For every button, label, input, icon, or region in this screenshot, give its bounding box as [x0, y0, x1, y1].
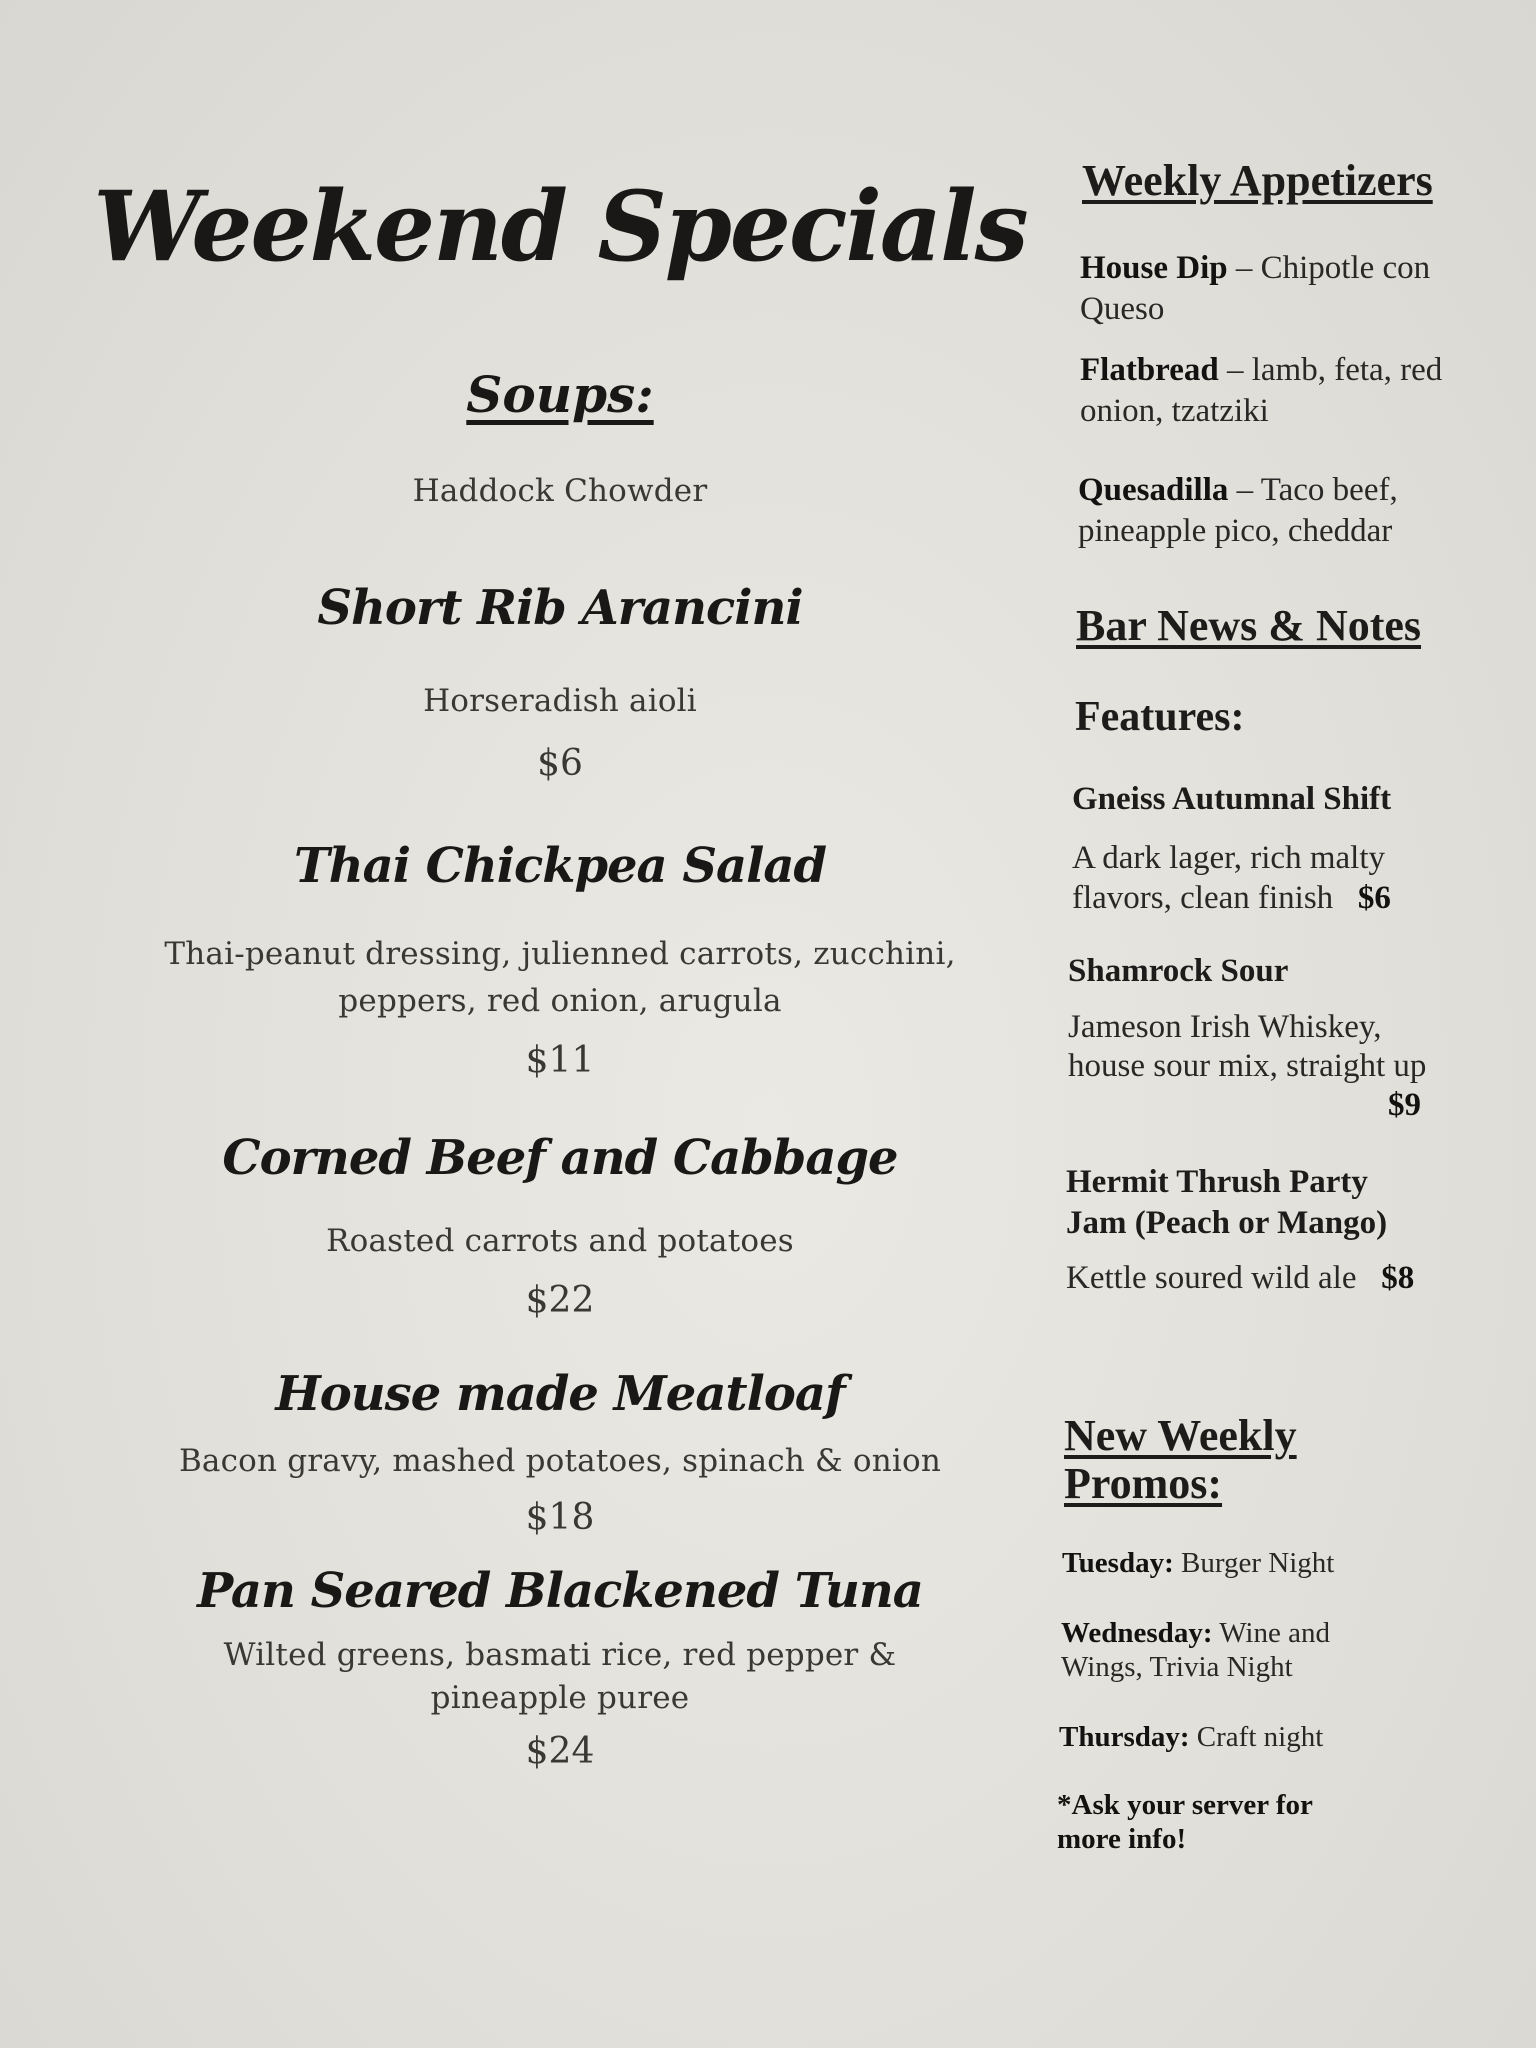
appetizer-desc: pineapple pico, cheddar: [1078, 513, 1393, 549]
promo-day: Wednesday:: [1061, 1617, 1213, 1649]
promo-desc: Wine and: [1219, 1617, 1330, 1649]
promos-heading: [1064, 1412, 1297, 1508]
dish-description: Roasted carrots and potatoes: [326, 1223, 794, 1259]
feature-desc: Jameson Irish Whiskey,: [1068, 1009, 1382, 1045]
appetizer-separator: –: [1228, 472, 1261, 508]
dish-description: Horseradish aioli: [423, 683, 697, 719]
appetizer-separator: –: [1218, 352, 1252, 388]
features-heading: Features:: [1075, 694, 1245, 740]
dish-name: House made Meatloaf: [275, 1366, 845, 1422]
promo-note-line: more info!: [1057, 1823, 1187, 1855]
promo-desc: Wings, Trivia Night: [1061, 1651, 1293, 1683]
feature-name: [1066, 1162, 1387, 1244]
page-title: Weekend Specials: [93, 170, 1027, 283]
soups-heading-text: Soups:: [466, 365, 654, 424]
promos-heading-line: Promos:: [1064, 1459, 1223, 1508]
dish-name: Short Rib Arancini: [317, 580, 803, 636]
bar-news-heading: Bar News & Notes: [1076, 601, 1422, 650]
promo-day: Thursday:: [1059, 1721, 1190, 1753]
promo-desc: Burger Night: [1181, 1547, 1335, 1579]
dish-price: $18: [525, 1497, 595, 1538]
dish-price: $11: [525, 1040, 595, 1081]
feature-item: [1066, 1258, 1506, 1299]
soup-item: Haddock Chowder: [412, 473, 708, 509]
promo-note: [1057, 1788, 1313, 1856]
appetizer-desc: Taco beef,: [1260, 472, 1398, 508]
feature-name-line: Jam (Peach or Mango): [1066, 1205, 1388, 1241]
promo-note-line: *Ask your server for: [1057, 1789, 1313, 1821]
appetizer-item: [1080, 248, 1500, 330]
appetizers-heading: Weekly Appetizers: [1082, 156, 1433, 205]
appetizer-name: Flatbread: [1080, 352, 1219, 388]
promo-item: [1061, 1616, 1330, 1684]
appetizer-desc: lamb, feta, red: [1251, 352, 1443, 388]
promo-item: [1059, 1720, 1323, 1754]
feature-desc: A dark lager, rich malty: [1072, 840, 1385, 876]
dish-price: $22: [525, 1280, 595, 1321]
feature-desc: Kettle soured wild ale: [1066, 1260, 1357, 1296]
promo-item: [1062, 1546, 1334, 1580]
appetizer-name: House Dip: [1080, 250, 1228, 286]
appetizer-item: [1078, 470, 1518, 552]
dish-price: $24: [525, 1731, 595, 1772]
appetizer-desc: Queso: [1080, 291, 1165, 327]
dish-name: Corned Beef and Cabbage: [222, 1130, 898, 1186]
dish-name: Thai Chickpea Salad: [293, 838, 827, 894]
feature-name: Shamrock Sour: [1068, 953, 1289, 989]
dish-name: Pan Seared Blackened Tuna: [197, 1563, 923, 1619]
feature-item: [1072, 838, 1512, 918]
feature-item: [1068, 1008, 1508, 1125]
appetizer-desc: Chipotle con: [1260, 250, 1431, 286]
appetizer-separator: –: [1227, 250, 1261, 286]
feature-desc: house sour mix, straight up: [1068, 1048, 1427, 1084]
feature-price: $8: [1381, 1260, 1415, 1296]
dish-description: pineapple puree: [430, 1680, 690, 1716]
feature-desc: flavors, clean finish: [1072, 880, 1334, 916]
promo-desc: Craft night: [1196, 1721, 1324, 1753]
feature-name: Gneiss Autumnal Shift: [1072, 781, 1392, 817]
feature-name-line: Hermit Thrush Party: [1066, 1164, 1368, 1200]
dish-description: Thai-peanut dressing, julienned carrots, zucchini,: [164, 936, 956, 972]
dish-description: peppers, red onion, arugula: [338, 983, 782, 1019]
promo-day: Tuesday:: [1062, 1547, 1174, 1579]
promos-heading-line: New Weekly: [1064, 1411, 1297, 1460]
appetizer-item: [1080, 350, 1520, 432]
feature-price: $9: [1388, 1087, 1421, 1123]
dish-description: Bacon gravy, mashed potatoes, spinach & onion: [178, 1443, 942, 1479]
dish-price: $6: [537, 743, 583, 784]
appetizer-desc: onion, tzatziki: [1080, 393, 1269, 429]
appetizer-name: Quesadilla: [1078, 472, 1229, 508]
soups-heading: [90, 365, 1030, 424]
feature-price: $6: [1357, 880, 1391, 916]
dish-description: Wilted greens, basmati rice, red pepper &: [223, 1637, 897, 1673]
